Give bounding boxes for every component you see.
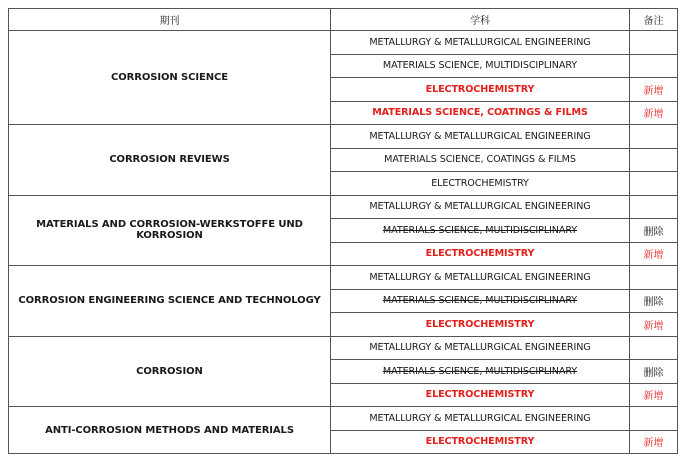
journal-name: CORROSION REVIEWS [9,125,331,196]
subject-cell: MATERIALS SCIENCE, MULTIDISCIPLINARY [331,54,630,78]
header-subject: 学科 [331,9,630,31]
journal-name: ANTI-CORROSION METHODS AND MATERIALS [9,407,331,454]
table-row [9,336,678,360]
table-row [9,266,678,290]
note-cell: 新增 [630,383,678,407]
header-journal: 期刊 [9,9,331,31]
note-cell: 新增 [630,101,678,125]
note-cell [630,172,678,196]
journal-name: MATERIALS AND CORROSION-WERKSTOFFE UND KORROSION [9,195,331,266]
note-cell [630,148,678,172]
table-row [9,125,678,149]
subject-cell: METALLURGY & METALLURGICAL ENGINEERING [331,125,630,149]
table-row [9,407,678,431]
subject-cell: ELECTROCHEMISTRY [331,172,630,196]
subject-cell: MATERIALS SCIENCE, MULTIDISCIPLINARY [331,289,630,313]
note-cell [630,266,678,290]
note-cell: 新增 [630,430,678,454]
note-cell: 新增 [630,313,678,337]
note-cell: 删除 [630,360,678,384]
subject-cell: METALLURGY & METALLURGICAL ENGINEERING [331,195,630,219]
subject-cell: METALLURGY & METALLURGICAL ENGINEERING [331,407,630,431]
note-cell [630,125,678,149]
journal-name: CORROSION [9,336,331,407]
table-row [9,195,678,219]
subject-cell: METALLURGY & METALLURGICAL ENGINEERING [331,31,630,55]
table-header-row [9,9,678,31]
header-note: 备注 [630,9,678,31]
note-cell: 新增 [630,242,678,266]
table-row [9,31,678,55]
subject-cell: MATERIALS SCIENCE, COATINGS & FILMS [331,148,630,172]
subject-cell: METALLURGY & METALLURGICAL ENGINEERING [331,336,630,360]
note-cell [630,31,678,55]
note-cell: 新增 [630,78,678,102]
note-cell [630,336,678,360]
subject-cell: ELECTROCHEMISTRY [331,383,630,407]
note-cell: 删除 [630,219,678,243]
note-cell: 删除 [630,289,678,313]
subject-cell: MATERIALS SCIENCE, MULTIDISCIPLINARY [331,219,630,243]
note-cell [630,54,678,78]
subject-cell: MATERIALS SCIENCE, MULTIDISCIPLINARY [331,360,630,384]
subject-cell: ELECTROCHEMISTRY [331,430,630,454]
subject-cell: ELECTROCHEMISTRY [331,313,630,337]
table-body [9,31,678,454]
subject-cell: ELECTROCHEMISTRY [331,242,630,266]
note-cell [630,195,678,219]
subject-cell: METALLURGY & METALLURGICAL ENGINEERING [331,266,630,290]
journal-name: CORROSION ENGINEERING SCIENCE AND TECHNOLOGY [9,266,331,337]
subject-cell: MATERIALS SCIENCE, COATINGS & FILMS [331,101,630,125]
note-cell [630,407,678,431]
subject-cell: ELECTROCHEMISTRY [331,78,630,102]
journal-name: CORROSION SCIENCE [9,31,331,125]
journal-subject-table [8,8,678,454]
